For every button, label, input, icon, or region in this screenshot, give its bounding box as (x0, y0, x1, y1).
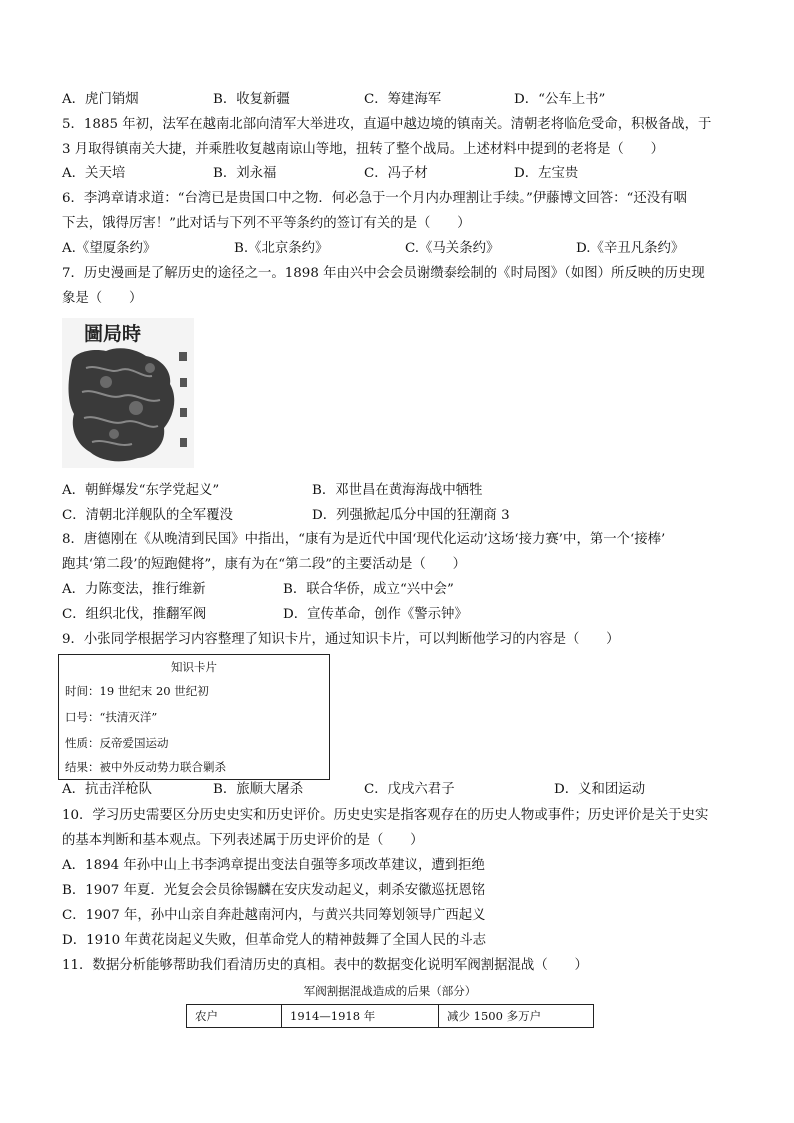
q4-option-d: D．“公车上书” (514, 92, 606, 107)
q9-option-b: B．旅顺大屠杀 (213, 782, 304, 797)
q11-data-table (186, 1004, 594, 1028)
q5-option-b: B．刘永福 (213, 166, 277, 181)
q6-option-a: A.《望厦条约》 (62, 241, 157, 256)
q6-option-b: B.《北京条约》 (234, 241, 329, 256)
q9-option-a: A．抗击洋枪队 (62, 782, 153, 797)
table-cell: 1914—1918 年 (282, 1005, 439, 1028)
q7-option-b: B．邓世昌在黄海海战中牺牲 (312, 483, 483, 498)
knowledge-card (58, 654, 330, 780)
q5-stem-line2: 3 月取得镇南关大捷，并乘胜收复越南谅山等地，扭转了整个战局。上述材料中提到的老将是（ ） (62, 142, 664, 157)
q10-option-b: B．1907 年夏．光复会会员徐锡麟在安庆发动起义，刺杀安徽巡抚恩铭 (62, 883, 486, 898)
q10-option-c: C．1907 年，孙中山亲自奔赴越南河内，与黄兴共同筹划领导广西起义 (62, 908, 486, 923)
q11-stem-line1: 11．数据分析能够帮助我们看清历史的真相。表中的数据变化说明军阀割据混战（ ） (62, 958, 588, 973)
shijutu-cartoon-image (62, 318, 194, 468)
q9-stem-line1: 9．小张同学根据学习内容整理了知识卡片，通过知识卡片，可以判断他学习的内容是（ ） (62, 632, 620, 647)
table-cell: 农户 (187, 1005, 282, 1028)
knowledge-card-nature: 性质：反帝爱国运动 (65, 736, 169, 750)
q8-option-b: B．联合华侨，成立“兴中会” (283, 582, 454, 597)
q4-option-a: A．虎门销烟 (62, 92, 139, 107)
knowledge-card-slogan: 口号：“扶清灭洋” (65, 710, 158, 724)
q6-option-c: C.《马关条约》 (405, 241, 500, 256)
q10-stem-line1: 10．学习历史需要区分历史史实和历史评价。历史史实是指客观存在的历史人物或事件；历史评价是关于史实 (62, 808, 709, 823)
q8-option-c: C．组织北伐，推翻军阀 (62, 607, 207, 622)
q5-option-d: D．左宝贵 (514, 166, 579, 181)
q8-option-a: A．力陈变法，推行维新 (62, 582, 206, 597)
table-row (187, 1005, 594, 1028)
q6-stem-line2: 下去，饿得厉害！”此对话与下列不平等条约的签订有关的是（ ） (62, 216, 471, 231)
q7-stem-line1: 7．历史漫画是了解历史的途径之一。1898 年由兴中会会员谢缵泰绘制的《时局图》（如图）所反映的历史现 (62, 266, 705, 281)
q7-option-c: C．清朝北洋舰队的全军覆没 (62, 508, 233, 523)
q9-option-c: C．戊戌六君子 (364, 782, 455, 797)
knowledge-card-time: 时间：19 世纪末 20 世纪初 (65, 684, 209, 698)
q5-stem-line1: 5．1885 年初，法军在越南北部向清军大举进攻，直逼中越边境的镇南关。清朝老将临危受命，积极备战，于 (62, 117, 712, 132)
q8-stem-line2: 跑其‘第二段’的短跑健将”，康有为在“第二段”的主要活动是（ ） (62, 557, 466, 572)
q7-option-d: D．列强掀起瓜分中国的狂潮商 3 (312, 508, 510, 523)
table-cell: 减少 1500 多万户 (439, 1005, 594, 1028)
q7-option-a: A．朝鲜爆发“东学党起义” (62, 483, 220, 498)
knowledge-card-title: 知识卡片 (171, 660, 217, 674)
q8-stem-line1: 8．唐德刚在《从晚清到民国》中指出，“康有为是近代中国‘现代化运动’这场‘接力赛’中，第一个‘接棒’ (62, 532, 666, 547)
q6-option-d: D.《辛丑凡条约》 (576, 241, 685, 256)
q7-stem-line2: 象是（ ） (62, 291, 143, 306)
q9-option-d: D．义和团运动 (554, 782, 646, 797)
q8-option-d: D．宣传革命，创作《警示钟》 (283, 607, 468, 622)
q10-option-a: A．1894 年孙中山上书李鸿章提出变法自强等多项改革建议，遭到拒绝 (62, 858, 485, 873)
q4-option-b: B．收复新疆 (213, 92, 290, 107)
q10-stem-line2: 的基本判断和基本观点。下列表述属于历史评价的是（ ） (62, 833, 424, 848)
q11-table-caption: 军阀割据混战造成的后果（部分） (303, 984, 477, 998)
q6-stem-line1: 6．李鸿章请求道：“台湾已是贵国口中之物．何必急于一个月内办理割让手续。”伊藤博文回答：“还没有咽 (62, 191, 687, 206)
q5-option-c: C．冯子材 (364, 166, 428, 181)
q10-option-d: D．1910 年黄花岗起义失败，但革命党人的精神鼓舞了全国人民的斗志 (62, 933, 487, 948)
q5-option-a: A．关天培 (62, 166, 126, 181)
knowledge-card-result: 结果：被中外反动势力联合剿杀 (65, 760, 226, 774)
cartoon-title: 圖局時 (84, 323, 142, 345)
q4-option-c: C．筹建海军 (364, 92, 442, 107)
